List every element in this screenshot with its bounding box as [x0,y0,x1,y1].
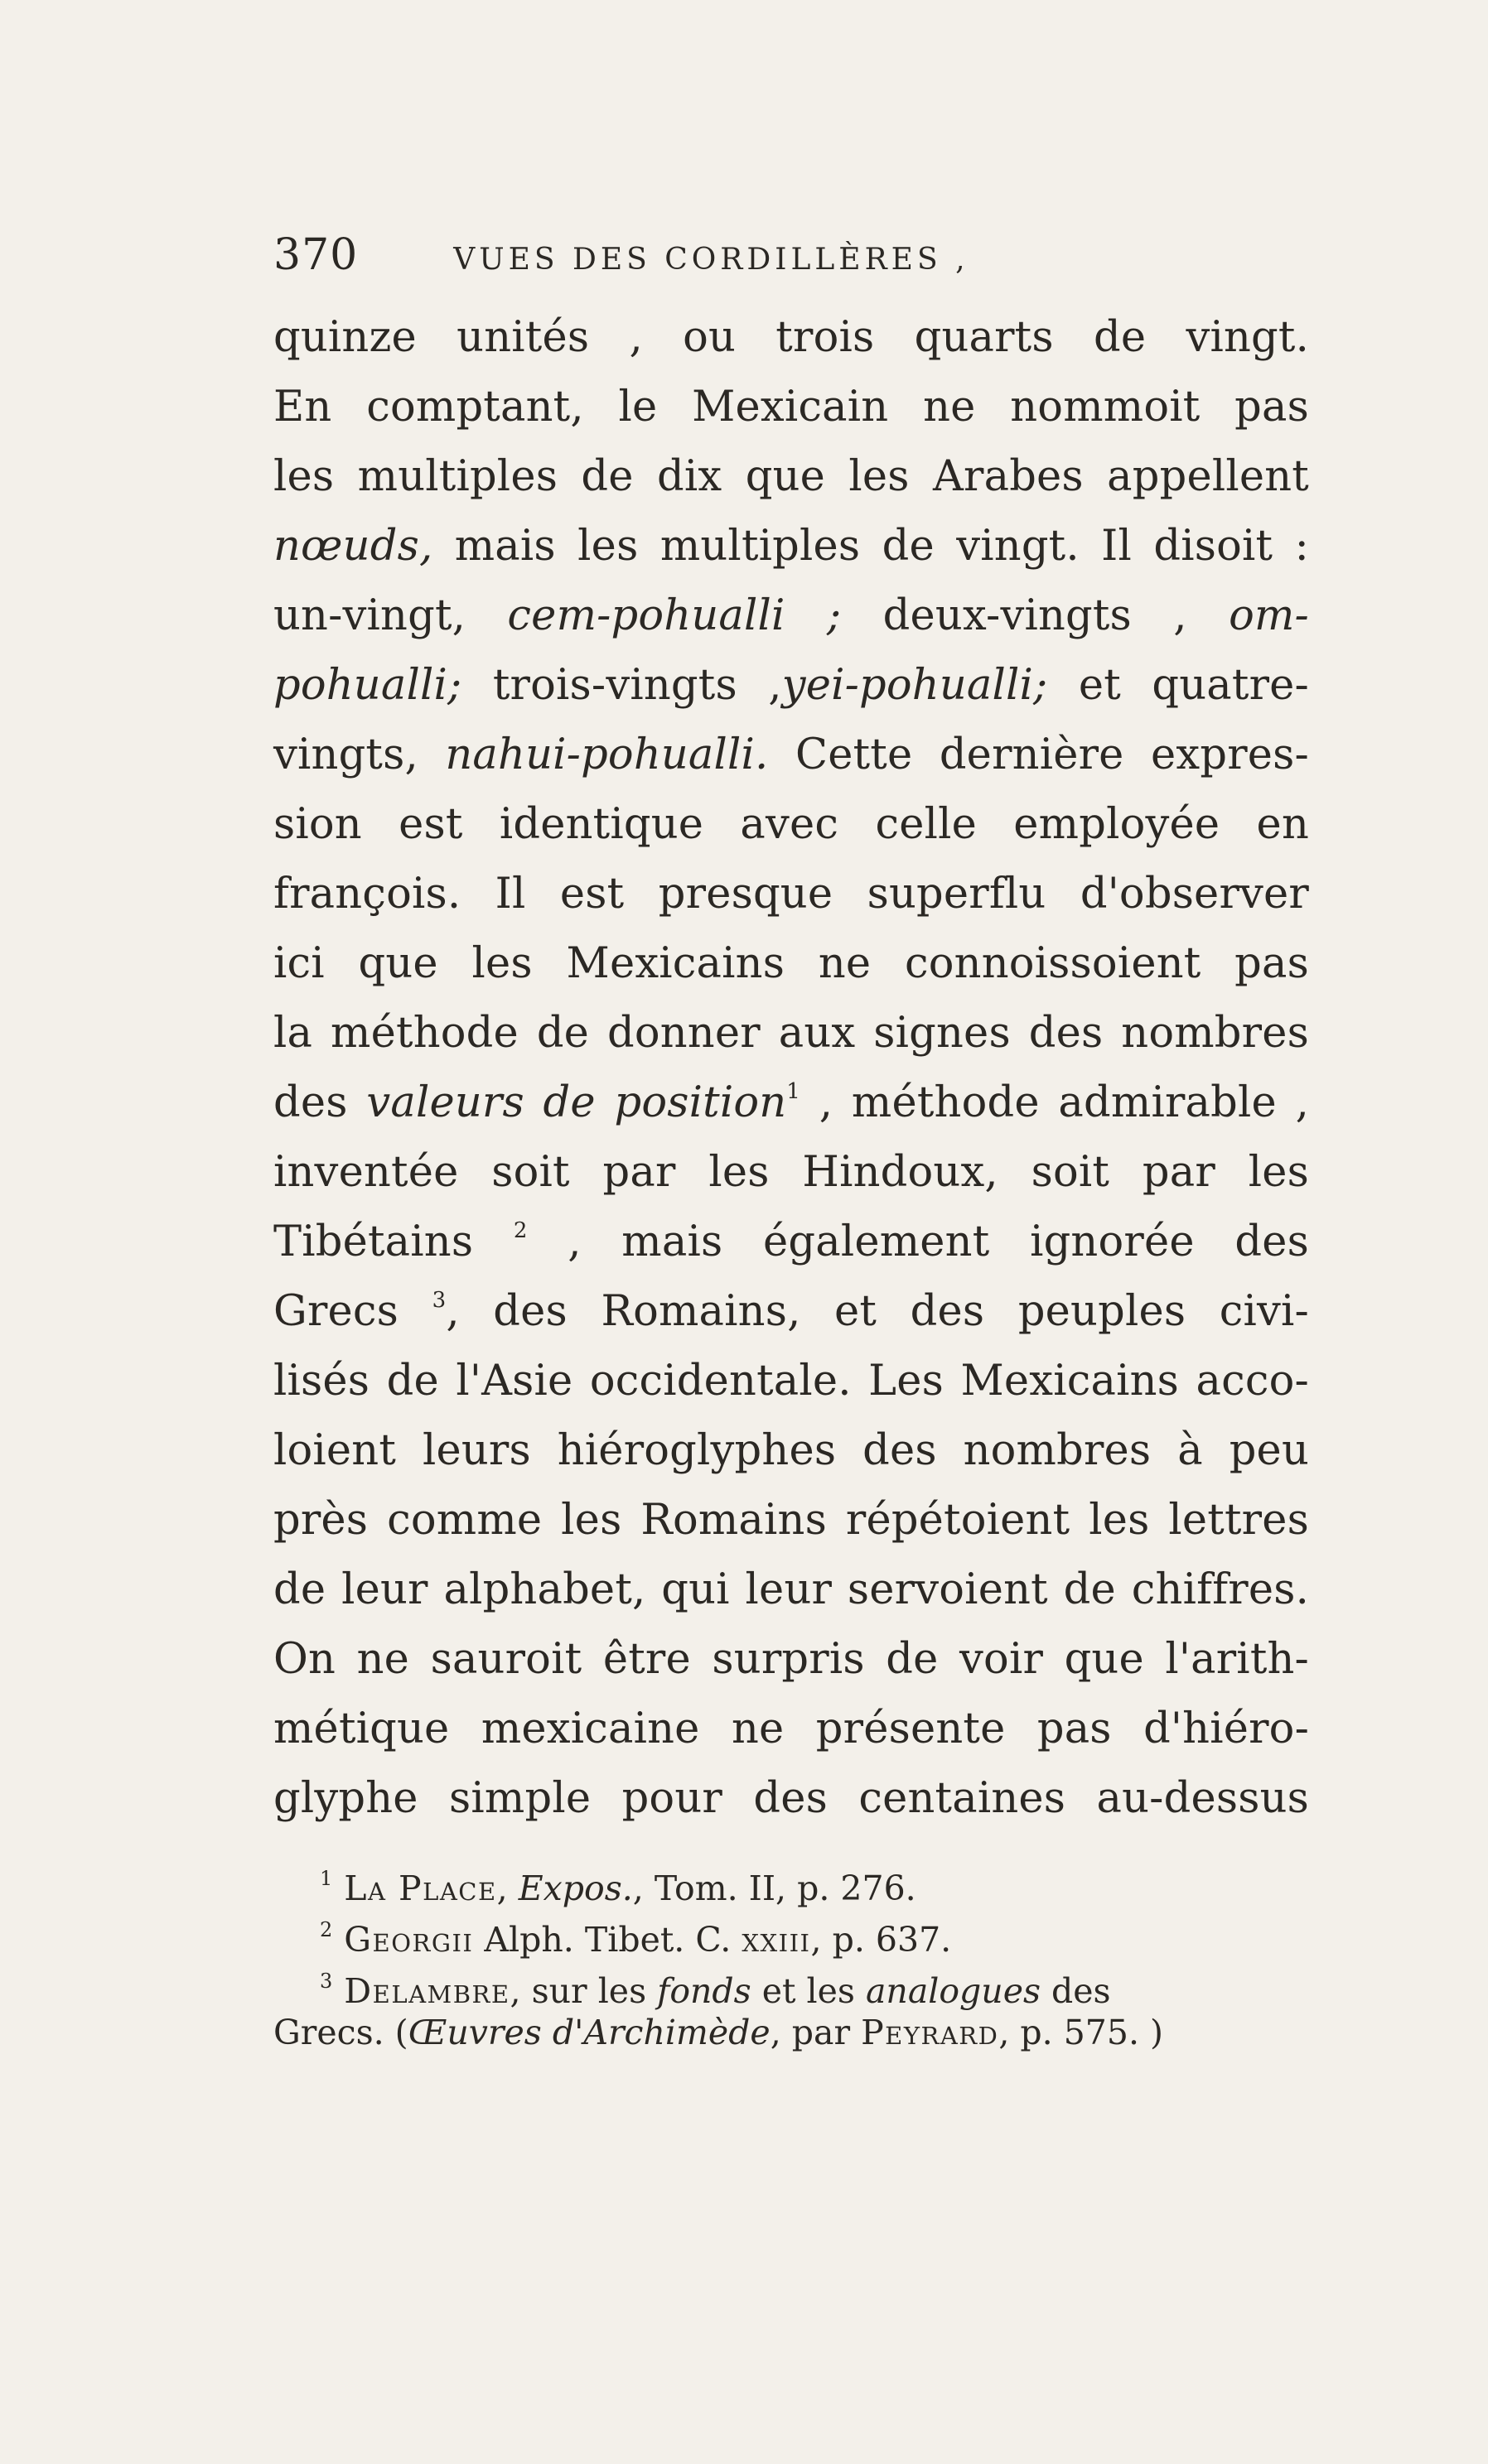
footnote-3-continued [273,2007,1309,2058]
text-line: lisés de l'Asie occidentale. Les Mexicains acco- [273,1357,1309,1406]
text-line: près comme les Romains répétoient les lettres [273,1496,1309,1545]
text-line: On ne sauroit être surpris de voir que l'arith- [273,1635,1309,1684]
text-line [273,651,1309,721]
text-run: Cette dernière expres- [768,731,1309,779]
italic-term: pohualli; [273,661,462,710]
text-run: , p. 637. [810,1920,952,1960]
page-header [273,230,1309,280]
text-line: quinze unités , ou trois quarts de vingt. [273,313,1309,362]
italic-term: cem-pohualli ; [507,591,842,640]
text-run: des [273,1078,367,1127]
footnote-author: Peyrard [861,2013,999,2052]
text-line: loient leurs hiéroglyphes des nombres à peu [273,1426,1309,1475]
text-run: des [1041,1971,1111,2011]
text-line: françois. Il est presque superflu d'observer [273,870,1309,919]
text-run: , mais également ignorée des [527,1218,1309,1266]
footnote-number: 1 [320,1867,333,1890]
footnote-2 [273,1904,1309,1960]
text-run: Grecs [273,1287,432,1336]
text-line [273,1277,1309,1347]
main-text [273,303,1309,1834]
footnote-work: Expos. [518,1868,633,1908]
footnote-author: Delambre [344,1971,510,2011]
footnote-term: analogues [865,1971,1041,2011]
text-line: ici que les Mexicains ne connoissoient pas [273,939,1309,988]
text-run: , Tom. II, p. 276. [632,1868,916,1908]
italic-term: yei-pohualli; [781,661,1048,710]
text-run: mais les multiples de vingt. Il disoit : [432,522,1309,571]
text-line: glyphe simple pour des centaines au-dessus [273,1774,1309,1823]
footnote-author: Georgii [344,1920,474,1960]
italic-term: nœuds, [273,522,433,571]
italic-term: valeurs de position [366,1078,787,1127]
footnote-term: fonds [657,1971,751,2011]
footnote-1 [273,1853,1309,1908]
text-run: deux-vingts , [841,591,1230,640]
running-title: VUES DES CORDILLÈRES , [453,243,969,277]
text-line: les multiples de dix que les Arabes appellent [273,452,1309,501]
text-run: Alph. Tibet. C. [473,1920,742,1960]
text-run: , p. 575. ) [998,2013,1164,2052]
text-line [273,581,1309,651]
footnote-work: Œuvres d'Archimède [408,2013,771,2052]
text-run: , méthode admirable , [800,1078,1310,1127]
text-run: un-vingt, [273,591,508,640]
footnote-ref: 3 [432,1288,447,1313]
text-run: vingts, [273,731,446,779]
text-run: , [496,1868,519,1908]
text-run: et les [751,1971,866,2011]
text-line [273,1208,1309,1277]
text-run: , sur les [510,1971,658,2011]
text-run: Grecs. ( [273,2013,408,2052]
text-line [273,1068,1309,1138]
text-run: trois-vingts , [461,661,782,710]
text-line: métique mexicaine ne présente pas d'hiéro- [273,1705,1309,1753]
page-number: 370 [273,230,359,280]
footnote-3 [273,1955,1309,2011]
footnote-author: La Place [344,1868,497,1908]
text-run: et quatre- [1047,661,1309,710]
footnote-ref: 1 [786,1079,801,1104]
text-line: sion est identique avec celle employée en [273,800,1309,849]
text-run: Tibétains [273,1218,514,1266]
text-run: , par [770,2013,862,2052]
text-line: En comptant, le Mexicain ne nommoit pas [273,383,1309,432]
text-line: inventée soit par les Hindoux, soit par les [273,1148,1309,1197]
text-run: , des Romains, et des peuples civi- [446,1287,1309,1336]
footnote-number: 3 [320,1970,333,1993]
footnote-chapter: xxiii [742,1920,811,1960]
text-line [273,512,1309,581]
footnote-ref: 2 [513,1218,528,1243]
italic-term: om- [1229,591,1309,640]
text-line: la méthode de donner aux signes des nombres [273,1009,1309,1058]
footnote-number: 2 [320,1918,333,1941]
italic-term: nahui-pohualli. [445,731,769,779]
text-line [273,721,1309,790]
text-line: de leur alphabet, qui leur servoient de chiffres. [273,1565,1309,1614]
footnotes [273,1853,1309,2058]
